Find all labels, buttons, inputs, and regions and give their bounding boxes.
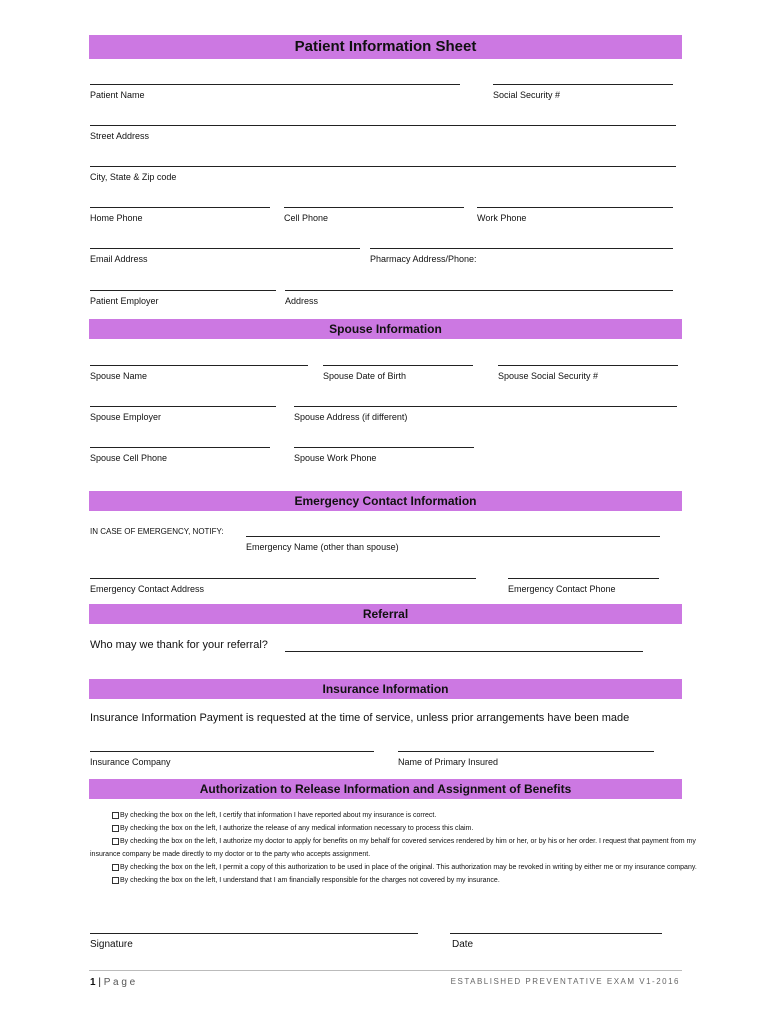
email-field[interactable] xyxy=(90,248,360,249)
employer-field[interactable] xyxy=(90,290,276,291)
authorization-item xyxy=(90,822,700,835)
page-number xyxy=(90,977,135,988)
signature-field[interactable] xyxy=(90,933,418,934)
spouse-work-label: Spouse Work Phone xyxy=(294,453,377,463)
insurance-note: Insurance Information Payment is requested at the time of service, unless prior arrangements have been made xyxy=(90,712,630,724)
authorization-item-text: By checking the box on the left, I certify that information I have reported about my insurance is correct. xyxy=(120,812,437,819)
emergency-section-header: Emergency Contact Information xyxy=(89,491,682,511)
cell-phone-field[interactable] xyxy=(284,207,464,208)
address-label: Address xyxy=(285,296,319,306)
patient-name-label: Patient Name xyxy=(90,90,145,100)
footer-divider xyxy=(89,970,682,971)
insurance-company-label: Insurance Company xyxy=(90,757,171,767)
authorization-item xyxy=(90,861,700,874)
patient-name-field[interactable] xyxy=(90,84,460,85)
footer-doc-id: ESTABLISHED PREVENTATIVE EXAM V1-2016 xyxy=(450,977,680,986)
authorization-item-text: By checking the box on the left, I authorize the release of any medical information necessary to process this claim. xyxy=(120,825,474,832)
page-number-value: 1 xyxy=(90,977,96,988)
home-phone-label: Home Phone xyxy=(90,213,143,223)
city-label: City, State & Zip code xyxy=(90,172,177,182)
checkbox[interactable] xyxy=(112,838,119,845)
checkbox[interactable] xyxy=(112,877,119,884)
primary-insured-field[interactable] xyxy=(398,751,654,752)
authorization-item xyxy=(90,809,700,822)
home-phone-field[interactable] xyxy=(90,207,270,208)
street-label: Street Address xyxy=(90,131,150,141)
authorization-item xyxy=(90,835,700,861)
street-field[interactable] xyxy=(90,125,676,126)
checkbox[interactable] xyxy=(112,864,119,871)
referral-field[interactable] xyxy=(285,651,643,652)
insurance-company-field[interactable] xyxy=(90,751,374,752)
referral-question: Who may we thank for your referral? xyxy=(90,639,268,651)
pharmacy-field[interactable] xyxy=(370,248,673,249)
emergency-address-label: Emergency Contact Address xyxy=(90,584,205,594)
spouse-name-field[interactable] xyxy=(90,365,308,366)
spouse-work-field[interactable] xyxy=(294,447,474,448)
address-field[interactable] xyxy=(285,290,673,291)
spouse-section-header: Spouse Information xyxy=(89,319,682,339)
emergency-address-field[interactable] xyxy=(90,578,476,579)
primary-insured-label: Name of Primary Insured xyxy=(398,757,499,767)
city-field[interactable] xyxy=(90,166,676,167)
signature-label: Signature xyxy=(90,939,133,950)
authorization-list xyxy=(90,809,700,887)
pharmacy-label: Pharmacy Address/Phone: xyxy=(370,254,477,264)
emergency-phone-field[interactable] xyxy=(508,578,659,579)
page-word: P a g e xyxy=(103,977,136,988)
spouse-ssn-label: Spouse Social Security # xyxy=(498,371,599,381)
authorization-item-text: By checking the box on the left, I authorize my doctor to apply for benefits on my behalf for covered services rendered by him or her, or by his or her order. I request that payment from my insurance company be made directly to my doctor or to the party who accepts assignment. xyxy=(90,838,696,858)
authorization-section-header: Authorization to Release Information and Assignment of Benefits xyxy=(89,779,682,799)
spouse-address-label: Spouse Address (if different) xyxy=(294,412,408,422)
spouse-cell-field[interactable] xyxy=(90,447,270,448)
ssn-field[interactable] xyxy=(493,84,673,85)
authorization-item-text: By checking the box on the left, I understand that I am financially responsible for the charges not covered by my insurance. xyxy=(120,877,500,884)
referral-section-header: Referral xyxy=(89,604,682,624)
spouse-employer-field[interactable] xyxy=(90,406,276,407)
emergency-notify-label: IN CASE OF EMERGENCY, NOTIFY: xyxy=(90,527,224,536)
authorization-item-text: By checking the box on the left, I permit a copy of this authorization to be used in place of the original. This authorization may be revoked in writing by either me or my insurance company. xyxy=(120,864,697,871)
spouse-dob-field[interactable] xyxy=(323,365,473,366)
employer-label: Patient Employer xyxy=(90,296,159,306)
date-field[interactable] xyxy=(450,933,662,934)
work-phone-label: Work Phone xyxy=(477,213,527,223)
work-phone-field[interactable] xyxy=(477,207,673,208)
page-title: Patient Information Sheet xyxy=(89,35,682,59)
date-label: Date xyxy=(452,939,474,950)
spouse-ssn-field[interactable] xyxy=(498,365,678,366)
emergency-name-field[interactable] xyxy=(246,536,660,537)
emergency-name-label: Emergency Name (other than spouse) xyxy=(246,542,399,552)
cell-phone-label: Cell Phone xyxy=(284,213,329,223)
emergency-phone-label: Emergency Contact Phone xyxy=(508,584,616,594)
authorization-item xyxy=(90,874,700,887)
spouse-employer-label: Spouse Employer xyxy=(90,412,162,422)
insurance-section-header: Insurance Information xyxy=(89,679,682,699)
spouse-dob-label: Spouse Date of Birth xyxy=(323,371,407,381)
email-label: Email Address xyxy=(90,254,148,264)
spouse-address-field[interactable] xyxy=(294,406,677,407)
page-separator: | xyxy=(98,977,104,988)
checkbox[interactable] xyxy=(112,812,119,819)
checkbox[interactable] xyxy=(112,825,119,832)
ssn-label: Social Security # xyxy=(493,90,561,100)
spouse-cell-label: Spouse Cell Phone xyxy=(90,453,168,463)
spouse-name-label: Spouse Name xyxy=(90,371,148,381)
